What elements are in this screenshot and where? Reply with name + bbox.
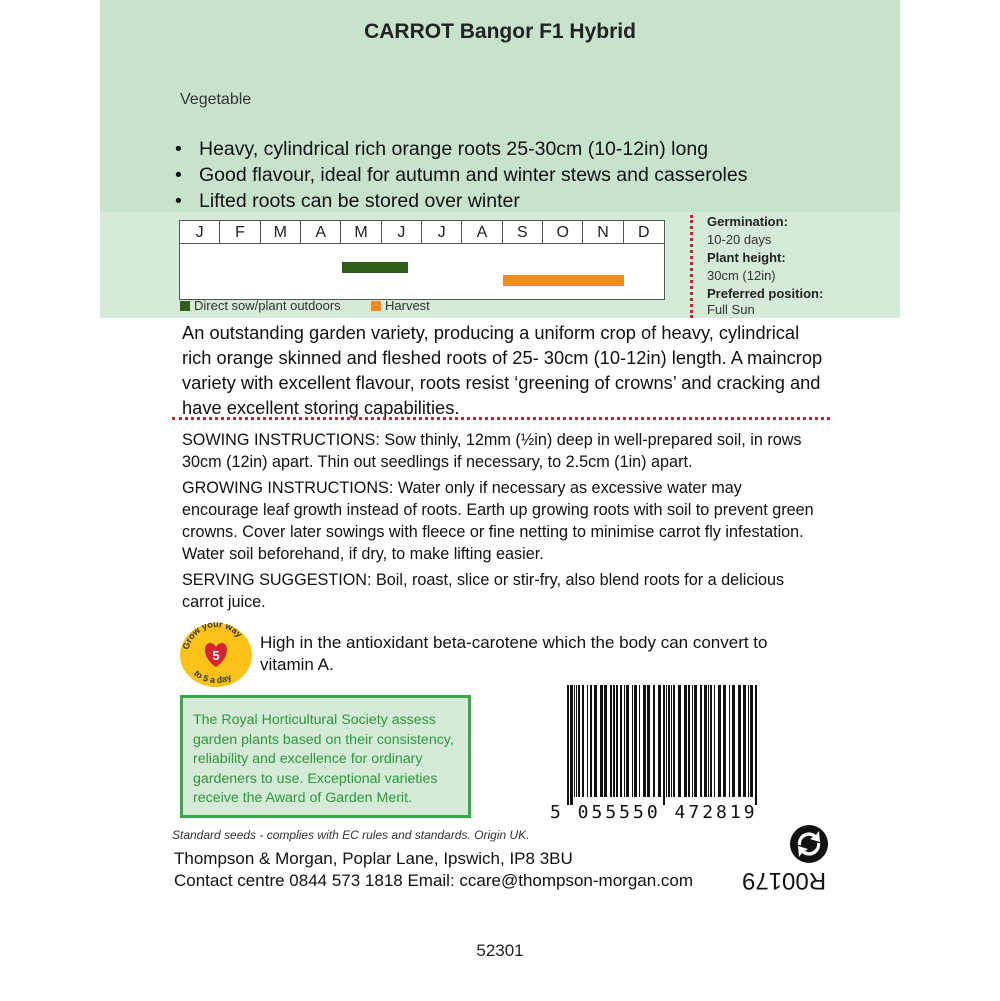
svg-text:5: 5 — [212, 648, 220, 663]
month-cell: A — [462, 221, 502, 244]
barcode-number: 5 055550 472819 — [550, 802, 758, 823]
section-label: GROWING INSTRUCTIONS: — [182, 479, 394, 497]
month-cell: M — [341, 221, 381, 244]
dotted-divider — [172, 417, 830, 420]
barcode-bar — [678, 685, 681, 797]
health-note: High in the antioxidant beta-carotene which the body can convert to vitamin A. — [260, 633, 768, 674]
month-cell: A — [301, 221, 341, 244]
barcode-bar — [594, 685, 597, 797]
barcode-bar — [567, 685, 569, 805]
section-text: Water only if necessary as excessive water may encourage leaf growth instead of roots. Earth up growing roots with soil to prevent green crowns. Cover later sowings with fleece or fine netting to minimise carrot fly infestation. Water soil beforehand, if dry, to make lifting easier. — [182, 479, 814, 563]
sowing-calendar — [179, 220, 665, 300]
barcode-bar — [755, 685, 757, 805]
position-value: Full Sun — [707, 302, 755, 317]
legend-label: Direct sow/plant outdoors — [194, 298, 341, 313]
legend-sow — [180, 298, 341, 313]
barcode-bar — [668, 685, 670, 797]
svg-text:to 5 a day: to 5 a day — [191, 668, 234, 686]
barcode — [565, 685, 760, 805]
month-cell: O — [543, 221, 583, 244]
sow-bar — [342, 262, 408, 273]
height-value: 30cm (12in) — [707, 268, 776, 283]
position-label: Preferred position: — [707, 286, 824, 301]
barcode-bar — [570, 685, 573, 805]
barcode-bar — [632, 685, 633, 797]
barcode-bar — [620, 685, 622, 797]
barcode-bar — [658, 685, 661, 797]
rhs-note: The Royal Horticultural Society assess garden plants based on their consistency, reliability and excellence for ordinary gardeners to use. Exceptional varieties receive the Award of Garden Merit. — [180, 695, 471, 818]
barcode-bar — [688, 685, 690, 797]
germination-value: 10-20 days — [707, 232, 772, 247]
barcode-bar — [684, 685, 687, 797]
section-text: Sow thinly, 12mm (½in) deep in well-prepared soil, in rows 30cm (12in) apart. Thin out seedlings if necessary, to 2.5cm (1in) apart. — [182, 431, 802, 471]
barcode-bar — [604, 685, 607, 797]
legend-swatch — [180, 301, 190, 311]
bullet-text: Lifted roots can be stored over winter — [199, 190, 520, 212]
legend-harvest — [371, 298, 430, 313]
legend-swatch — [371, 301, 381, 311]
barcode-bar — [574, 685, 575, 797]
month-cell: J — [382, 221, 422, 244]
barcode-bar — [666, 685, 667, 797]
section-label: SOWING INSTRUCTIONS: — [182, 431, 380, 449]
growing-instructions — [182, 477, 822, 565]
barcode-bar — [613, 685, 615, 797]
barcode-bar — [750, 685, 753, 797]
barcode-bar — [624, 685, 625, 797]
barcode-bar — [639, 685, 640, 797]
barcode-bar — [738, 685, 741, 797]
bullet-item: • Good flavour, ideal for autumn and winter stews and casseroles — [175, 164, 748, 186]
height-label: Plant height: — [707, 250, 786, 265]
contact: Contact centre 0844 573 1818 Email: ccare@thompson-morgan.com — [174, 871, 694, 890]
barcode-bar — [723, 685, 726, 797]
barcode-bar — [578, 685, 580, 797]
month-cell: N — [583, 221, 623, 244]
barcode-bar — [694, 685, 697, 797]
month-cell: S — [503, 221, 543, 244]
legend-label: Harvest — [385, 298, 430, 313]
bullet-text: Good flavour, ideal for autumn and winter stews and casseroles — [199, 164, 748, 186]
address: Thompson & Morgan, Poplar Lane, Ipswich, IP8 3BU — [174, 849, 573, 868]
dotted-divider — [690, 215, 693, 318]
barcode-bar — [626, 685, 629, 797]
barcode-bar — [643, 685, 646, 797]
harvest-bar — [503, 275, 624, 286]
barcode-bar — [729, 685, 730, 797]
barcode-bar — [710, 685, 712, 797]
barcode-bar — [673, 685, 675, 797]
page-title: CARROT Bangor F1 Hybrid — [364, 20, 636, 43]
barcode-bar — [576, 685, 577, 797]
standard-note: Standard seeds - complies with EC rules and standards. Origin UK. — [172, 828, 530, 842]
bullet-item: • Lifted roots can be stored over winter — [175, 190, 520, 212]
month-cell: J — [180, 221, 220, 244]
section-label: SERVING SUGGESTION: — [182, 571, 372, 589]
category: Vegetable — [180, 91, 252, 108]
barcode-bar — [708, 685, 709, 797]
section-text: Boil, roast, slice or stir-fry, also blend roots for a delicious carrot juice. — [182, 571, 785, 611]
barcode-bar — [732, 685, 735, 797]
barcode-bar — [692, 685, 693, 797]
barcode-bar — [634, 685, 637, 797]
barcode-bar — [663, 685, 665, 805]
month-cell: F — [220, 221, 260, 244]
bullet-text: Heavy, cylindrical rich orange roots 25-30cm (10-12in) long — [199, 138, 709, 160]
serving-suggestion — [182, 569, 822, 613]
barcode-bar — [700, 685, 702, 797]
svg-text:Grow your way: Grow your way — [180, 618, 245, 651]
barcode-bar — [671, 685, 672, 797]
recycling-icon — [788, 823, 830, 865]
barcode-bar — [582, 685, 584, 797]
barcode-bar — [714, 685, 715, 797]
month-cell: M — [261, 221, 301, 244]
barcode-bar — [743, 685, 746, 797]
bullet-item: • Heavy, cylindrical rich orange roots 25-30cm (10-12in) long — [175, 138, 709, 160]
five-a-day-badge — [180, 618, 252, 687]
barcode-bar — [704, 685, 707, 797]
barcode-bar — [748, 685, 749, 797]
barcode-bar — [616, 685, 618, 797]
barcode-bar — [718, 685, 721, 797]
barcode-bar — [600, 685, 603, 797]
germination-label: Germination: — [707, 214, 788, 229]
sowing-instructions — [182, 429, 822, 473]
month-cell: J — [422, 221, 462, 244]
barcode-bar — [610, 685, 612, 797]
barcode-bar — [647, 685, 650, 797]
description: An outstanding garden variety, producing a uniform crop of heavy, cylindrical rich orange skinned and fleshed roots of 25- 30cm (10-12in) length. A maincrop variety with excellent flavour, roots resist ‘greening of crowns’ and cracking and have excellent storing capabilities. — [182, 322, 823, 418]
barcode-bar — [587, 685, 588, 797]
product-code: R00179 — [742, 867, 827, 894]
month-cell: D — [624, 221, 664, 244]
barcode-bar — [590, 685, 592, 797]
packet-number: 52301 — [476, 941, 524, 960]
barcode-bar — [653, 685, 655, 797]
